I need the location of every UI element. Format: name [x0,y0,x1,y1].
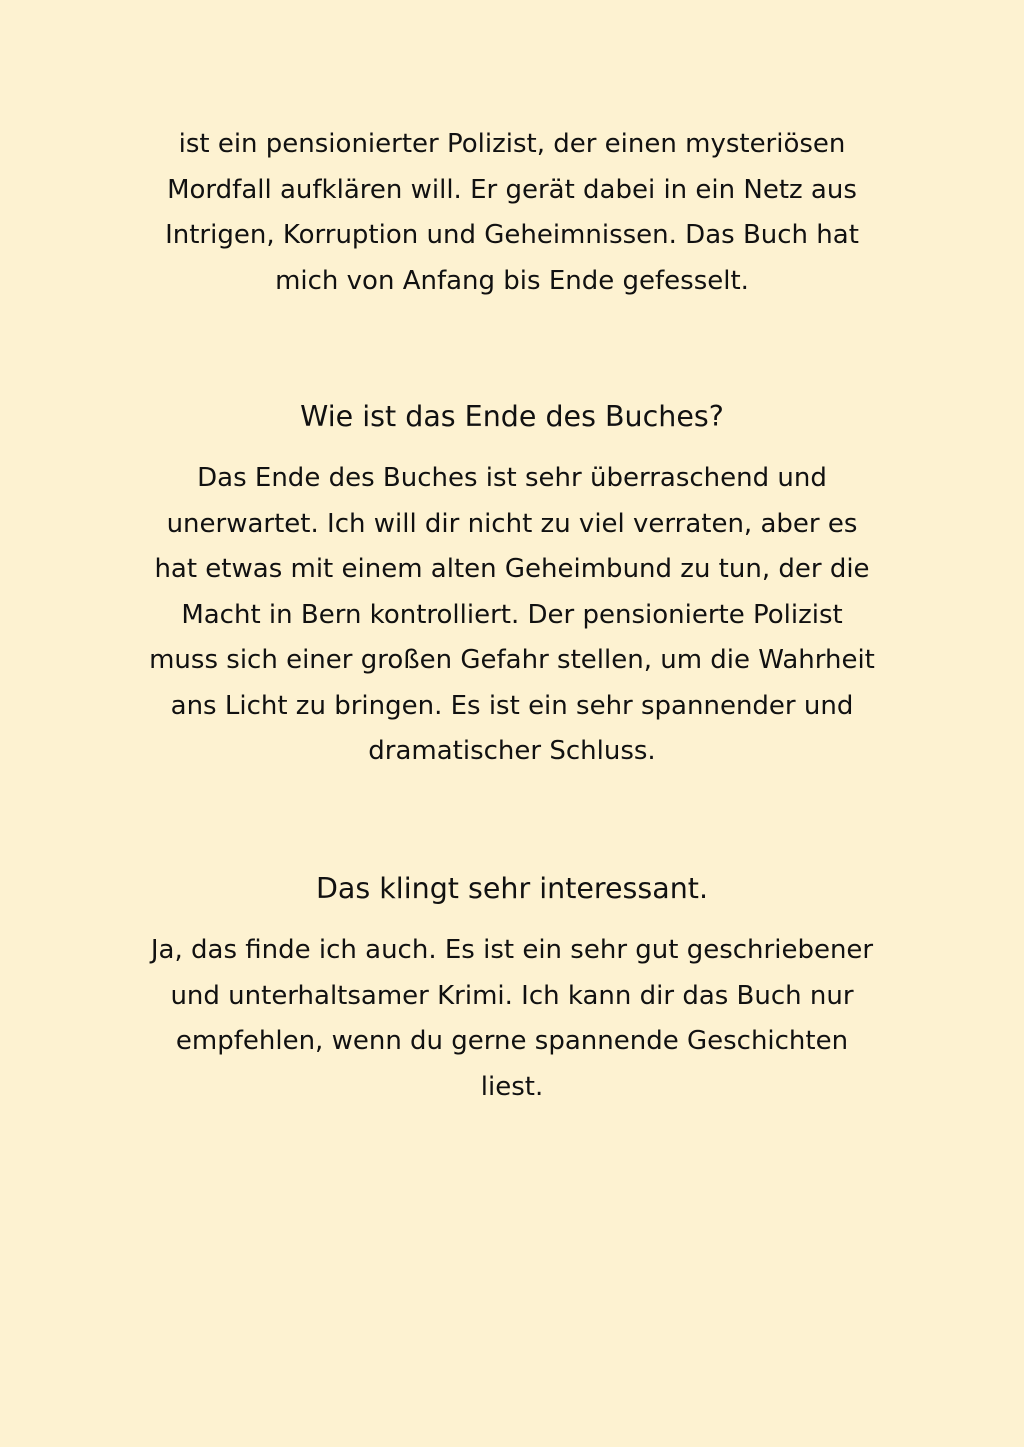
ending-paragraph [0,456,1024,775]
paragraph-line: Das Ende des Buches ist sehr überraschend und [197,463,827,493]
intro-paragraph [0,122,1024,304]
section-heading: Wie ist das Ende des Buches? [300,400,724,433]
paragraph-line: Ja, das finde ich auch. Es ist ein sehr gut geschriebener [150,935,874,965]
paragraph-line: liest. [480,1071,544,1102]
paragraph-line: Intrigen, Korruption und Geheimnissen. Das Buch hat [165,220,859,250]
paragraph-line: Macht in Bern kontrolliert. Der pensionierte Polizist [181,599,843,630]
recommendation-paragraph [0,928,1024,1110]
paragraph-line: und unterhaltsamer Krimi. Ich kann dir das Buch nur [170,980,854,1011]
paragraph-line: mich von Anfang bis Ende gefesselt. [275,265,749,296]
paragraph-line: ans Licht zu bringen. Es ist ein sehr spannender und [170,690,854,721]
section-heading-interesting [0,869,1024,909]
paragraph-line: muss sich einer großen Gefahr stellen, um die Wahrheit [149,645,875,675]
section-heading-ending [0,397,1024,437]
paragraph-line: ist ein pensionierter Polizist, der einen mysteriösen [178,129,846,159]
paragraph-line: unerwartet. Ich will dir nicht zu viel verraten, aber es [166,508,858,539]
section-heading: Das klingt sehr interessant. [315,872,709,905]
paragraph-line: Mordfall aufklären will. Er gerät dabei in ein Netz aus [167,174,857,205]
paragraph-line: dramatischer Schluss. [368,736,656,766]
paragraph-line: hat etwas mit einem alten Geheimbund zu tun, der die [154,554,870,584]
paragraph-line: empfehlen, wenn du gerne spannende Geschichten [175,1026,849,1056]
